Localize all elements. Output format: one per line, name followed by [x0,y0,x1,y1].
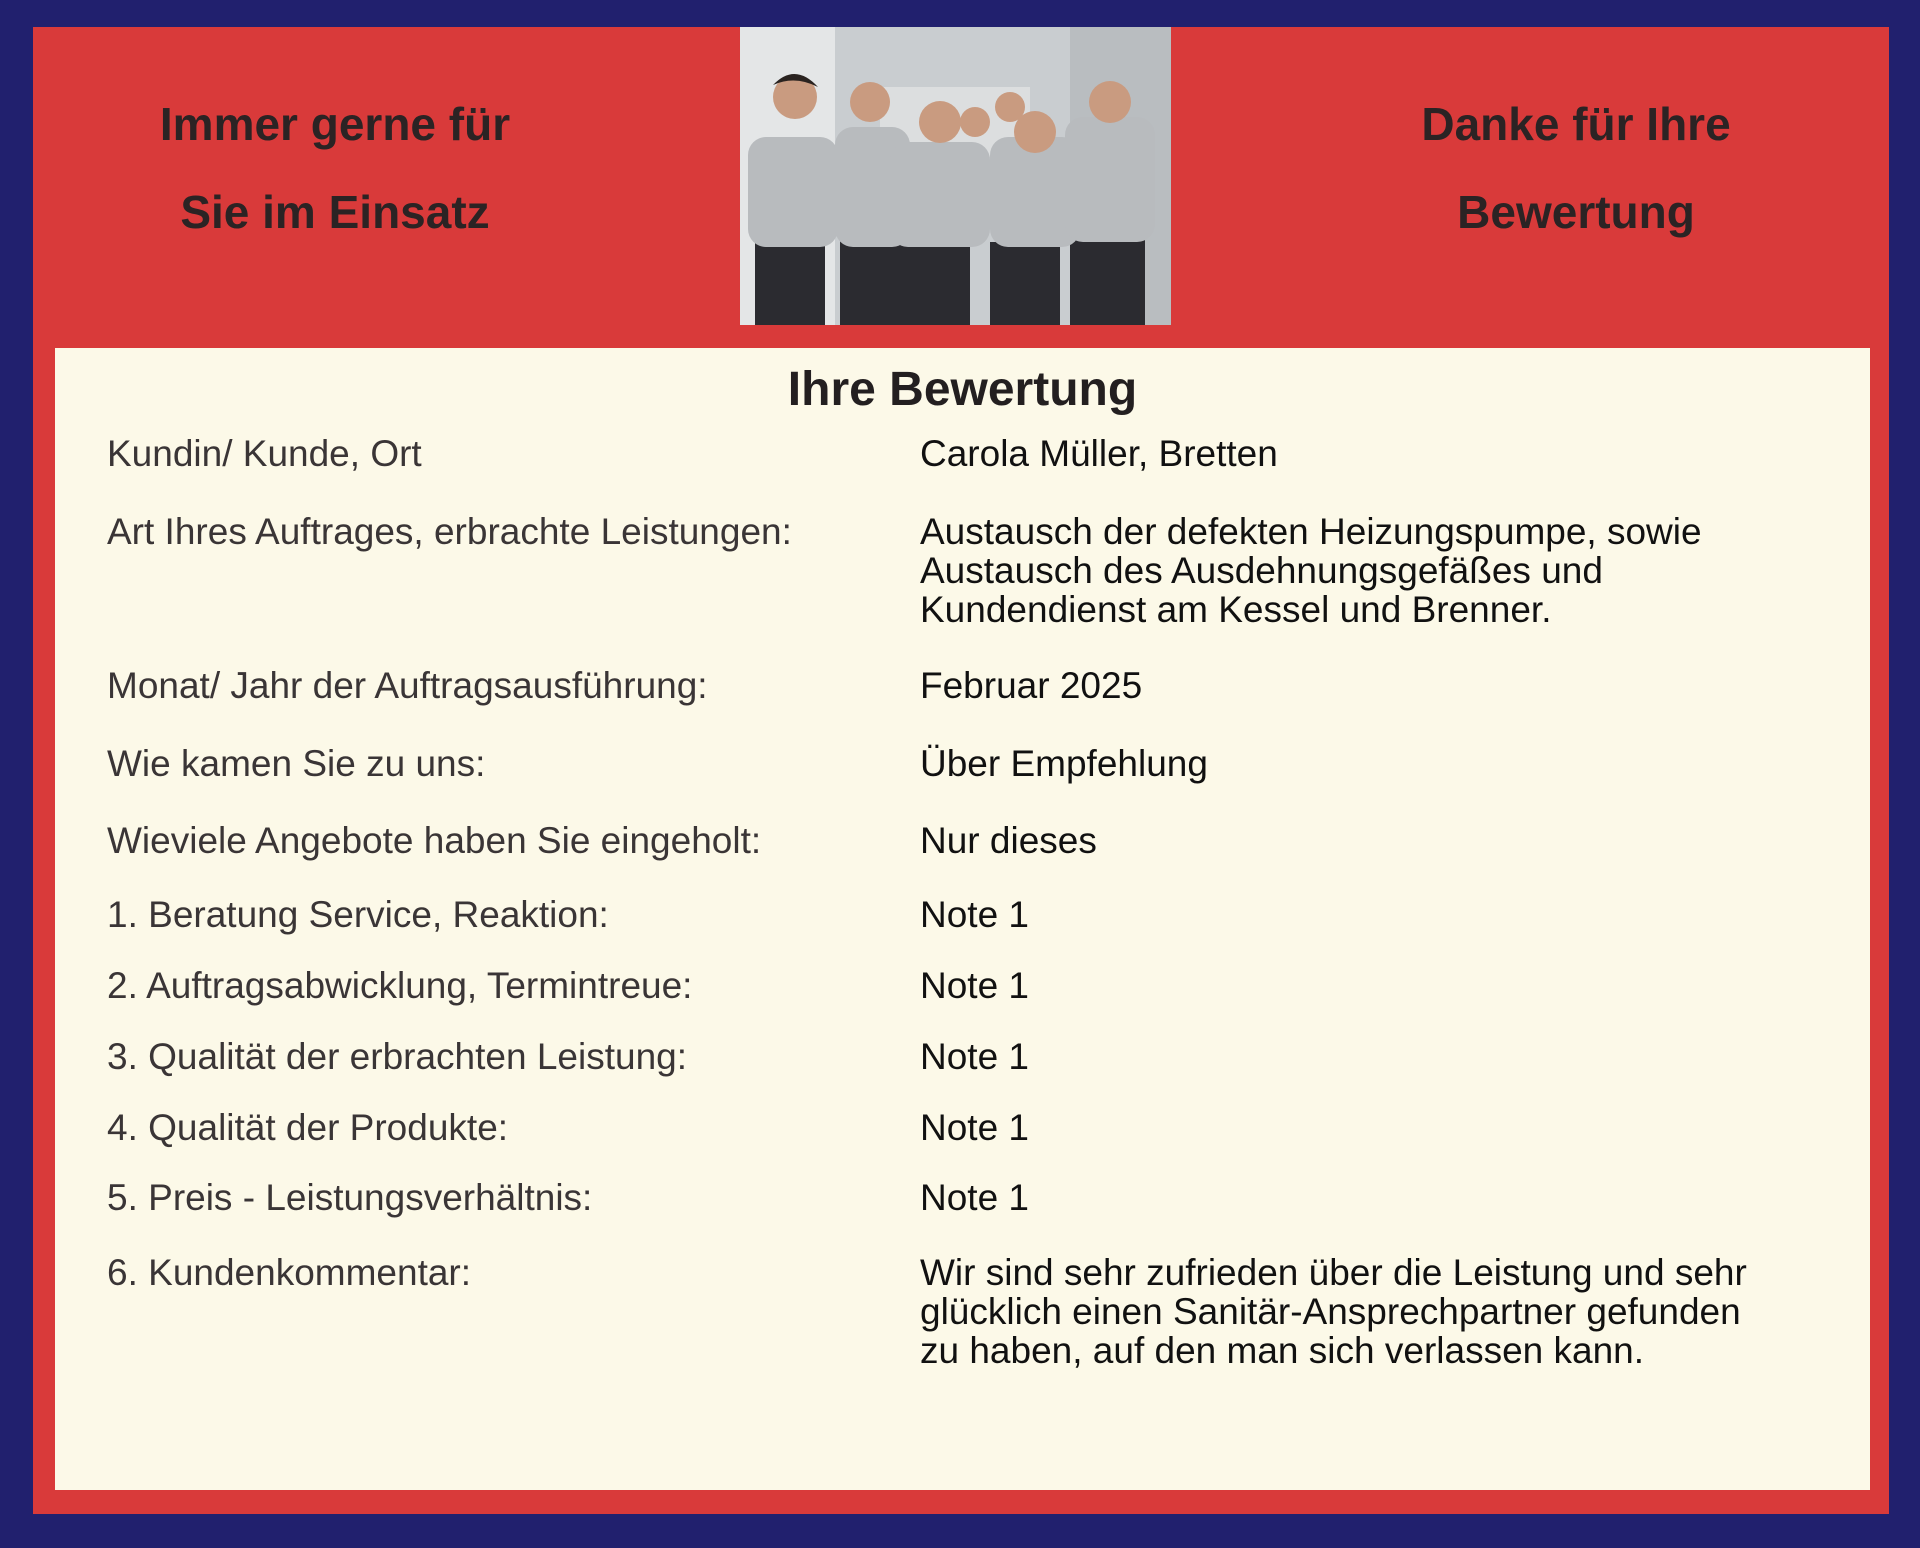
header-left-line1: Immer gerne für [159,98,511,150]
team-photo [740,27,1171,325]
review-label: Wie kamen Sie zu uns: [107,743,486,784]
review-value: Note 1 [920,1177,1030,1218]
header-right-slogan [1296,80,1856,256]
review-value: Note 1 [920,1107,1030,1148]
review-value: Nur dieses [920,820,1097,861]
review-value: Februar 2025 [920,665,1143,706]
review-value: Wir sind sehr zufrieden über die Leistung und sehr glücklich einen Sanitär-Ansprechpartner gefunden zu haben, auf den man sich verlassen kann. [920,1252,1747,1371]
review-label: Kundin/ Kunde, Ort [107,433,422,474]
review-label: 6. Kundenkommentar: [107,1252,472,1293]
review-value: Austausch der defekten Heizungspumpe, sowie Austausch des Ausdehnungsgefäßes und Kundendienst am Kessel und Brenner. [920,511,1702,630]
review-value: Carola Müller, Bretten [920,433,1278,474]
header-left-slogan [55,80,615,256]
review-value: Note 1 [920,1036,1030,1077]
review-title: Ihre Bewertung [787,363,1138,416]
review-label: Wieviele Angebote haben Sie eingeholt: [107,820,762,861]
review-label: 1. Beratung Service, Reaktion: [107,894,609,935]
review-label: Monat/ Jahr der Auftragsausführung: [107,665,708,706]
header-right-line1: Danke für Ihre [1421,98,1731,150]
team-photo-illustration [740,27,1171,325]
review-value: Über Empfehlung [920,743,1208,784]
review-label: 2. Auftragsabwicklung, Termintreue: [107,965,693,1006]
header-right-line2: Bewertung [1457,186,1695,238]
header-left-line2: Sie im Einsatz [180,186,490,238]
review-label: 5. Preis - Leistungsverhältnis: [107,1177,593,1218]
review-label: 4. Qualität der Produkte: [107,1107,509,1148]
review-value: Note 1 [920,965,1030,1006]
review-card [55,348,1870,1490]
review-label: 3. Qualität der erbrachten Leistung: [107,1036,688,1077]
review-value: Note 1 [920,894,1030,935]
review-label: Art Ihres Auftrages, erbrachte Leistungen: [107,511,792,552]
